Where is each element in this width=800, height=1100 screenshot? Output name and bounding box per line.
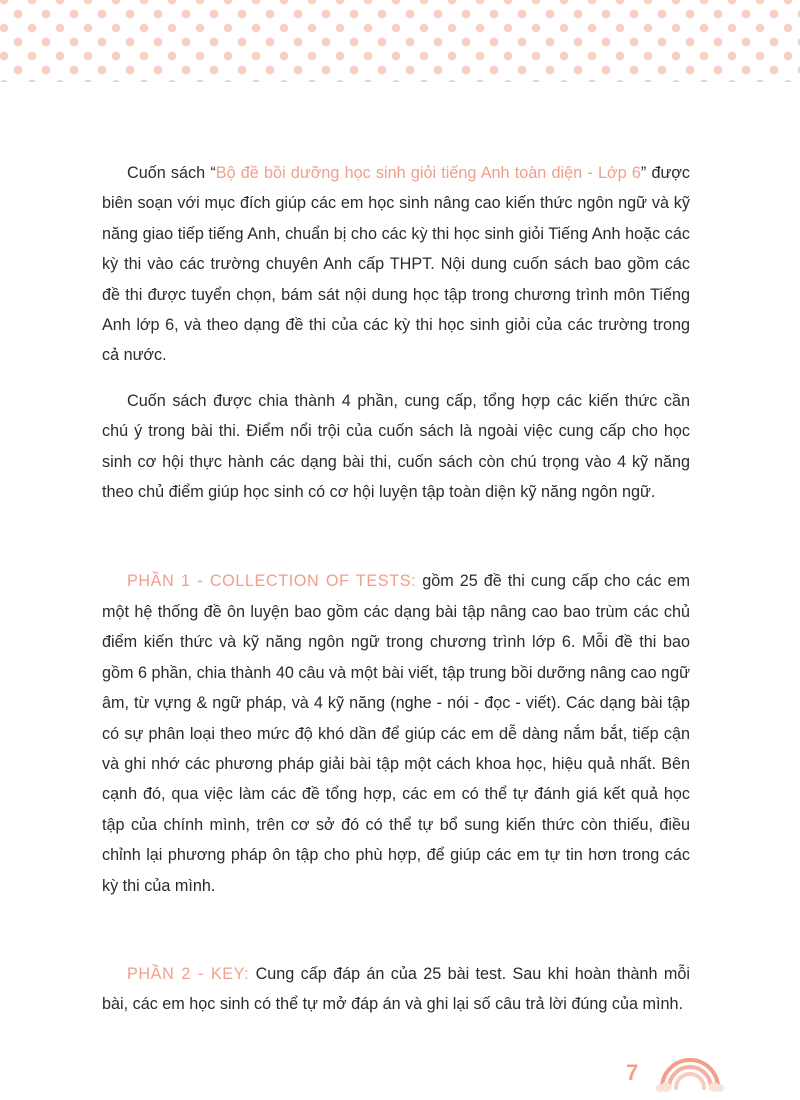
part2-paragraph [102,959,690,1020]
part1-body: gồm 25 đề thi cung cấp cho các em một hệ thống đề ôn luyện bao gồm các dạng bài tập nâng cao bao trùm các chủ điểm kiến thức và kỹ năng ngôn ngữ trong chương trình lớp 6. Mỗi đề thi bao gồm 6 phần, chia thành 40 câu và một bài viết, tập trung bồi dưỡng nâng cao ngữ âm, từ vựng & ngữ pháp, và 4 kỹ năng (nghe - nói - đọc - viết). Các dạng bài tập có sự phân loại theo mức độ khó dần để giúp các em dễ dàng nắm bắt, tiếp cận và ghi nhớ các phương pháp giải bài tập một cách khoa học, hiệu quả nhất. Bên cạnh đó, qua việc làm các đề tổng hợp, các em có thể tự đánh giá kết quả học tập của chính mình, trên cơ sở đó có thể tự bổ sung kiến thức còn thiếu, điều chỉnh lại phương pháp ôn tập cho phù hợp, để giúp các em tự tin hơn trong các kỳ thi của mình. [102,572,690,895]
part1-title: PHẦN 1 - COLLECTION OF TESTS: [127,572,417,591]
part2-title: PHẦN 2 - KEY: [127,964,250,983]
part1-paragraph [102,566,690,900]
intro-lead: Cuốn sách “ [127,164,216,182]
page-number: 7 [626,1060,639,1085]
intro-paragraph [102,158,690,371]
page-body [102,158,690,1020]
structure-paragraph: Cuốn sách được chia thành 4 phần, cung cấp, tổng hợp các kiến thức cần chú ý trong bài thi. Điểm nổi trội của cuốn sách là ngoài việc cung cấp cho học sinh cơ hội thực hành các dạng bài thi, cuốn sách còn chú trọng vào 4 kỹ năng theo chủ điểm giúp học sinh có cơ hội luyện tập toàn diện kỹ năng ngôn ngữ. [102,391,690,502]
intro-rest: ” được biên soạn với mục đích giúp các em học sinh nâng cao kiến thức ngôn ngữ và kỹ năng giao tiếp tiếng Anh, chuẩn bị cho các kỳ thi học sinh giỏi Tiếng Anh hoặc các kỳ thi vào các trường chuyên Anh cấp THPT. Nội dung cuốn sách bao gồm các đề thi được tuyển chọn, bám sát nội dung học tập trong chương trình môn Tiếng Anh lớp 6, và theo dạng đề thi của các kỳ thi học sinh giỏi của các trường trong cả nước. [102,164,691,365]
book-title: Bộ đề bồi dưỡng học sinh giỏi tiếng Anh toàn diện - Lớp 6 [215,164,641,182]
polka-dot-header-decoration [0,0,800,82]
rainbow-icon [650,1032,730,1092]
part2-body: Cung cấp đáp án của 25 bài test. Sau khi hoàn thành mỗi bài, các em học sinh có thể tự mở đáp án và ghi lại số câu trả lời đúng của mình. [102,964,690,1014]
